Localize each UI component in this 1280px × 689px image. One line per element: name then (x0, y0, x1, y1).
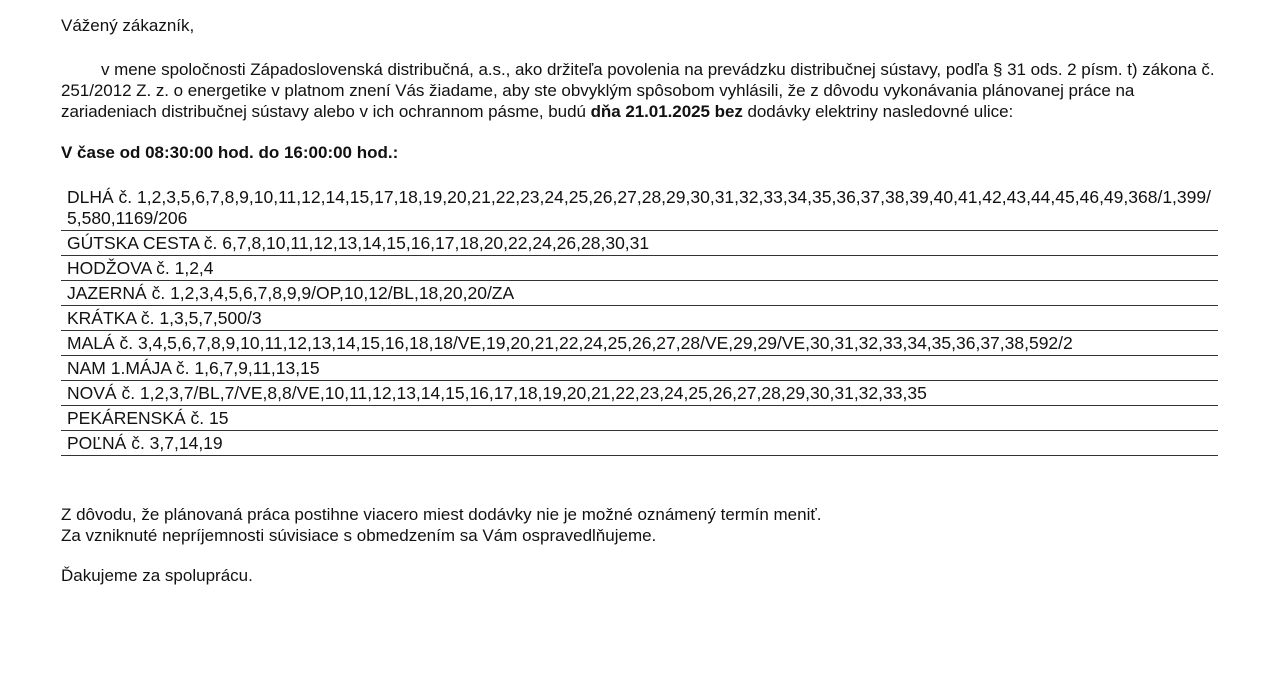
table-row (61, 231, 1218, 256)
table-row (61, 356, 1218, 381)
table-row (61, 185, 1218, 231)
street-cell: MALÁ č. 3,4,5,6,7,8,9,10,11,12,13,14,15,16,18,18/VE,19,20,21,22,24,25,26,27,28/VE,29,29/VE,30,31,32,33,34,35,36,37,38,592/2 (61, 331, 1218, 356)
table-row (61, 281, 1218, 306)
table-row (61, 406, 1218, 431)
street-cell: NOVÁ č. 1,2,3,7/BL,7/VE,8,8/VE,10,11,12,13,14,15,16,17,18,19,20,21,22,23,24,25,26,27,28,29,30,31,32,33,35 (61, 381, 1218, 406)
table-row (61, 431, 1218, 456)
table-row (61, 381, 1218, 406)
table-row (61, 306, 1218, 331)
intro-part3: dodávky elektriny nasledovné ulice: (742, 102, 1014, 121)
table-row (61, 331, 1218, 356)
streets-table (61, 185, 1218, 456)
intro-part2: podľa § 31 ods. 2 písm. t) zákona č. 251/2012 Z. z. o energetike v platnom znení Vás žiadame, aby ste obvyklým spôsobom vyhlásili, že z dôvodu vykonávania plánovanej práce na zariadeniach distribučnej sústavy alebo v ich ochrannom pásme, budú (61, 60, 1215, 121)
intro-paragraph (61, 59, 1226, 122)
streets-table-body (61, 185, 1218, 456)
outro-line2: Za vzniknuté nepríjemnosti súvisiace s obmedzením sa Vám ospravedlňujeme. (61, 526, 657, 545)
outro-paragraph (61, 504, 1226, 546)
outro-line1: Z dôvodu, že plánovaná práca postihne viacero miest dodávky nie je možné oznámený termín meniť. (61, 505, 822, 524)
outage-date: dňa 21.01.2025 (590, 102, 710, 121)
street-cell: JAZERNÁ č. 1,2,3,4,5,6,7,8,9,9/OP,10,12/BL,18,20,20/ZA (61, 281, 1218, 306)
street-cell: DLHÁ č. 1,2,3,5,6,7,8,9,10,11,12,14,15,17,18,19,20,21,22,23,24,25,26,27,28,29,30,31,32,33,34,35,36,37,38,39,40,41,42,43,44,45,46,49,368/1,399/5,580,1169/206 (61, 185, 1218, 231)
street-cell: POĽNÁ č. 3,7,14,19 (61, 431, 1218, 456)
street-cell: KRÁTKA č. 1,3,5,7,500/3 (61, 306, 1218, 331)
thanks-line: Ďakujeme za spoluprácu. (61, 566, 253, 585)
street-cell: HODŽOVA č. 1,2,4 (61, 256, 1218, 281)
outage-notice-document (61, 15, 1226, 586)
time-window-heading: V čase od 08:30:00 hod. do 16:00:00 hod.: (61, 143, 399, 162)
intro-part1: v mene spoločnosti Západoslovenská distribučná, a.s., ako držiteľa povolenia na prevádzku distribučnej sústavy, (101, 60, 942, 79)
street-cell: PEKÁRENSKÁ č. 15 (61, 406, 1218, 431)
street-cell: NAM 1.MÁJA č. 1,6,7,9,11,13,15 (61, 356, 1218, 381)
greeting: Vážený zákazník, (61, 16, 195, 35)
street-cell: GÚTSKA CESTA č. 6,7,8,10,11,12,13,14,15,16,17,18,20,22,24,26,28,30,31 (61, 231, 1218, 256)
table-row (61, 256, 1218, 281)
without-word: bez (714, 102, 743, 121)
